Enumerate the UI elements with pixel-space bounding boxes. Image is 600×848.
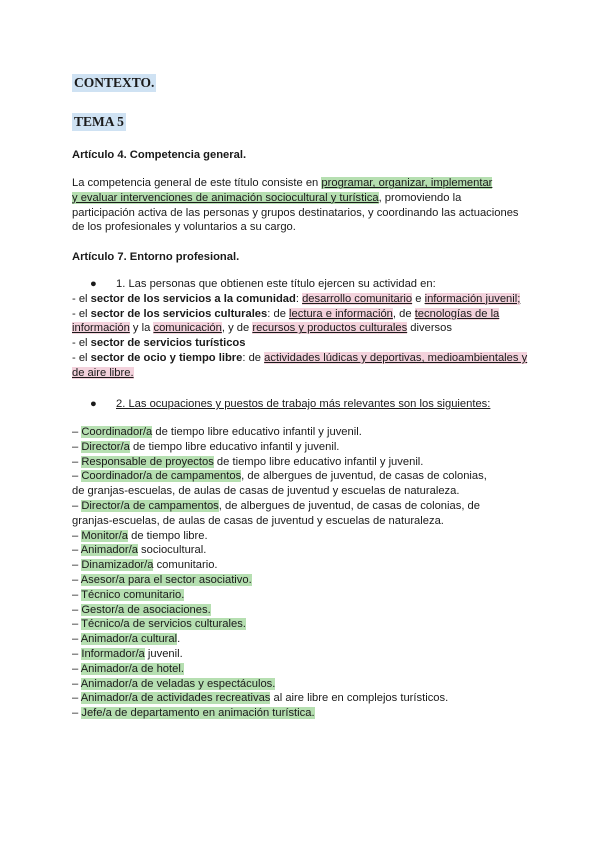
highlight: programar, organizar, implementar xyxy=(321,177,493,189)
text: , de xyxy=(392,307,415,320)
bullet-item xyxy=(72,397,528,412)
dash: – xyxy=(72,618,82,631)
list-item xyxy=(72,647,528,662)
highlight: lectura e información xyxy=(289,307,393,320)
text: : de xyxy=(267,307,290,320)
highlight: Animador/a cultural xyxy=(80,633,178,646)
sector-line xyxy=(72,292,528,307)
list-item xyxy=(72,573,528,588)
text-line: de los profesionales y voluntarios a su cargo. xyxy=(72,221,296,234)
list-item xyxy=(72,588,528,603)
highlight: Informador/a xyxy=(81,647,145,660)
highlight: comunicación xyxy=(153,322,222,335)
highlight: información juvenil; xyxy=(424,292,521,305)
list-item xyxy=(72,469,528,484)
highlight: Técnico comunitario. xyxy=(81,588,185,601)
sector-line xyxy=(72,351,528,366)
dash: – xyxy=(72,455,82,468)
list-item xyxy=(72,484,528,499)
sector-name: sector de los servicios a la comunidad xyxy=(90,292,296,305)
highlight: Coordinador/a de campamentos xyxy=(81,470,242,483)
dash: – xyxy=(72,470,82,483)
text: : xyxy=(295,292,303,305)
highlight: y evaluar intervenciones de animación sociocultural y turística xyxy=(72,191,379,204)
entorno-list xyxy=(72,277,528,381)
text: y la xyxy=(129,322,154,335)
highlight: de aire libre. xyxy=(72,366,134,379)
highlight: Animador/a de hotel. xyxy=(80,662,184,675)
text: : de xyxy=(242,351,265,364)
heading-tema: TEMA 5 xyxy=(74,114,124,129)
highlight: Gestor/a de asociaciones. xyxy=(81,603,211,616)
text: , promoviendo la xyxy=(378,191,462,204)
dash: – xyxy=(72,647,82,660)
list-item xyxy=(72,662,528,677)
list-item xyxy=(72,529,528,544)
text-line xyxy=(72,191,528,206)
dash: – xyxy=(72,677,81,690)
list-item xyxy=(72,632,528,647)
text: . xyxy=(177,633,181,646)
highlight: Monitor/a xyxy=(81,529,128,542)
text: - el xyxy=(72,351,91,364)
text: e xyxy=(412,292,425,305)
dash: – xyxy=(72,633,81,646)
text: , y de xyxy=(221,322,253,335)
highlight: actividades lúdicas y deportivas, medioambientales y xyxy=(264,351,528,364)
dash: – xyxy=(72,603,82,616)
list-item xyxy=(72,455,528,470)
highlight: Director/a de campamentos xyxy=(81,499,219,512)
sector-name: sector de ocio y tiempo libre xyxy=(90,351,243,364)
highlight: Coordinador/a xyxy=(81,426,153,438)
text: de granjas-escuelas, de aulas de casas de juventud y escuelas de naturaleza. xyxy=(72,485,460,498)
text: La competencia general de este título consiste en xyxy=(72,177,322,189)
highlight: Animador/a de actividades recreativas xyxy=(80,692,271,705)
sector-line xyxy=(72,336,528,351)
list-item xyxy=(72,691,528,706)
text: sociocultural. xyxy=(137,544,207,557)
highlight: Jefe/a de departamento en animación turística. xyxy=(81,707,315,720)
sector-line xyxy=(72,366,528,381)
highlight: tecnologías de la xyxy=(414,307,500,320)
dash: – xyxy=(72,588,82,601)
text: de tiempo libre educativo infantil y juvenil. xyxy=(129,440,340,453)
dash: – xyxy=(72,544,81,557)
text: , de albergues de juventud, de casas de colonias, xyxy=(241,470,487,483)
text: - el xyxy=(72,292,91,305)
dash: – xyxy=(72,707,82,720)
dash: – xyxy=(72,440,82,453)
text-line xyxy=(72,176,528,191)
text: al aire libre en complejos turísticos. xyxy=(270,692,449,705)
sector-name: sector de los servicios culturales xyxy=(90,307,268,320)
bullet-item xyxy=(72,277,528,292)
occupations-bullet xyxy=(72,397,528,412)
text-line: participación activa de las personas y grupos destinatarios, y coordinando las actuaciones xyxy=(72,206,519,219)
highlight: Animador/a xyxy=(80,544,138,557)
bullet-text: 2. Las ocupaciones y puestos de trabajo más relevantes son los siguientes: xyxy=(116,398,491,410)
text: de tiempo libre educativo infantil y juvenil. xyxy=(152,426,362,438)
text: - el xyxy=(72,337,91,350)
list-item xyxy=(72,499,528,514)
text: , de albergues de juventud, de casas de colonias, de xyxy=(218,499,480,512)
highlight: Animador/a de veladas y espectáculos. xyxy=(80,677,276,690)
dash: – xyxy=(72,499,82,512)
paragraph-competencia xyxy=(72,176,528,235)
dash: – xyxy=(72,529,82,542)
list-item xyxy=(72,706,528,721)
list-item xyxy=(72,558,528,573)
article-7-title: Artículo 7. Entorno profesional. xyxy=(72,251,240,263)
list-item xyxy=(72,543,528,558)
list-item xyxy=(72,514,528,529)
sector-line xyxy=(72,307,528,322)
text: granjas-escuelas, de aulas de casas de juventud y escuelas de naturaleza. xyxy=(72,514,444,527)
highlight: Dinamizador/a xyxy=(81,559,154,572)
sector-line xyxy=(72,321,528,336)
highlight: recursos y productos culturales xyxy=(252,322,408,335)
dash: – xyxy=(72,692,81,705)
text: de tiempo libre educativo infantil y juvenil. xyxy=(213,455,424,468)
list-item xyxy=(72,617,528,632)
highlight: desarrollo comunitario xyxy=(302,292,413,305)
dash: – xyxy=(72,426,82,438)
bullet-icon: ● xyxy=(90,398,97,410)
list-item xyxy=(72,603,528,618)
dash: – xyxy=(72,573,81,586)
dash: – xyxy=(72,559,82,572)
text: comunitario. xyxy=(153,559,218,572)
text: diversos xyxy=(407,322,452,335)
dash: – xyxy=(72,662,81,675)
highlight: Director/a xyxy=(81,440,130,453)
highlight: Asesor/a para el sector asociativo. xyxy=(80,573,252,586)
list-item xyxy=(72,440,528,455)
bullet-text: 1. Las personas que obtienen este título ejercen su actividad en: xyxy=(116,278,436,290)
article-4-title: Artículo 4. Competencia general. xyxy=(72,149,247,161)
text: de tiempo libre. xyxy=(127,529,208,542)
list-item xyxy=(72,425,528,440)
bullet-icon: ● xyxy=(90,278,97,290)
text: - el xyxy=(72,307,91,320)
occupations-list xyxy=(72,425,528,721)
list-item xyxy=(72,677,528,692)
highlight: Técnico/a de servicios culturales. xyxy=(81,618,246,631)
heading-contexto: CONTEXTO. xyxy=(74,75,155,90)
highlight: Responsable de proyectos xyxy=(81,455,214,468)
sector-name: sector de servicios turísticos xyxy=(90,337,246,350)
text: juvenil. xyxy=(144,647,183,660)
highlight: información xyxy=(72,322,130,335)
